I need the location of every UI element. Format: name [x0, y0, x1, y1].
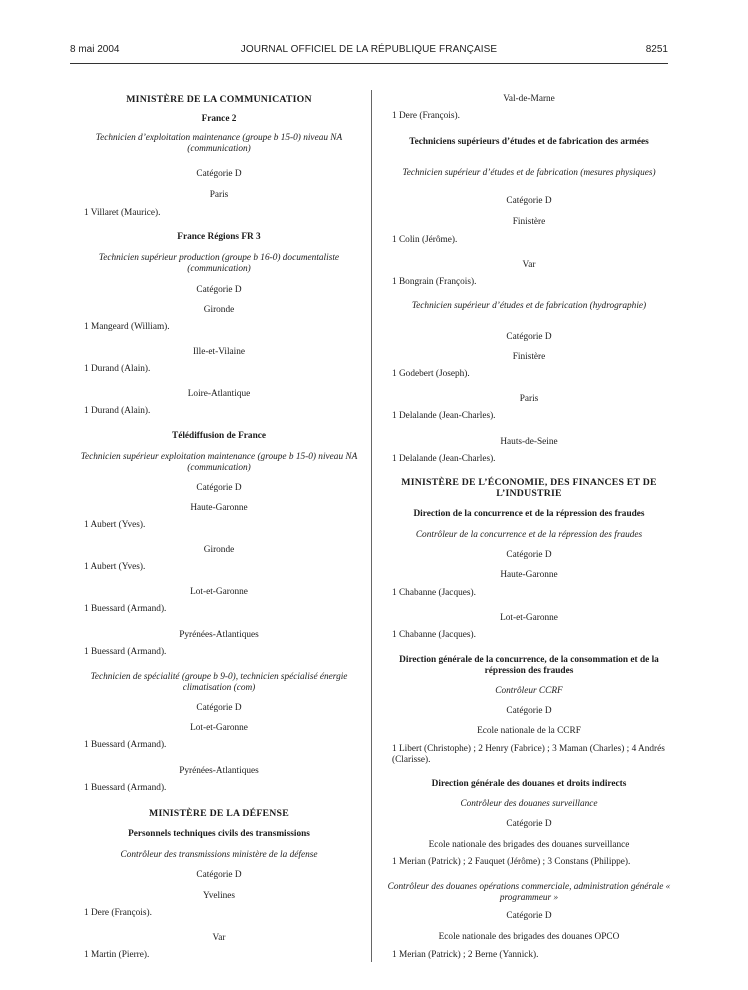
grade-title: Contrôleur CCRF — [495, 686, 563, 696]
location-label: Lot-et-Garonne — [190, 723, 248, 733]
grade-title: Contrôleur des douanes surveillance — [460, 799, 598, 809]
candidate-list: 1 Mangeard (William). — [84, 322, 170, 332]
candidate-list: 1 Chabanne (Jacques). — [392, 630, 476, 640]
candidate-list: 1 Aubert (Yves). — [84, 520, 146, 530]
candidate-list: 1 Buessard (Armand). — [84, 604, 167, 614]
candidate-list: 1 Buessard (Armand). — [84, 647, 167, 657]
page-header — [70, 44, 668, 60]
organization-heading: Direction générale de la concurrence, de la consommation et de la répression des fraudes — [399, 655, 659, 676]
candidate-list: 1 Delalande (Jean-Charles). — [392, 454, 496, 464]
category-label: Catégorie D — [196, 483, 242, 493]
organization-heading: France 2 — [201, 114, 237, 124]
location-label: Gironde — [203, 305, 235, 315]
candidate-list: 1 Chabanne (Jacques). — [392, 588, 476, 598]
candidate-list: 1 Martin (Pierre). — [84, 950, 150, 960]
category-label: Catégorie D — [506, 332, 552, 342]
grade-title: Contrôleur des douanes opérations commerciale, administration générale « programmeur » — [387, 882, 671, 903]
location-label: Gironde — [203, 545, 235, 555]
location-label: Haute-Garonne — [190, 503, 248, 513]
candidate-list: 1 Aubert (Yves). — [84, 562, 146, 572]
grade-title: Technicien supérieur d’études et de fabrication (mesures physiques) — [402, 168, 656, 178]
grade-title: Technicien supérieur d’études et de fabrication (hydrographie) — [411, 301, 647, 311]
candidate-list: 1 Libert (Christophe) ; 2 Henry (Fabrice) ; 3 Maman (Charles) ; 4 Andrés (Clarisse). — [392, 744, 665, 765]
location-label: Paris — [209, 190, 229, 200]
candidate-list: 1 Buessard (Armand). — [84, 740, 167, 750]
location-label: Hauts-de-Seine — [500, 437, 558, 447]
location-label: Ille-et-Vilaine — [192, 347, 246, 357]
location-label: Loire-Atlantique — [187, 389, 251, 399]
candidate-list: 1 Godebert (Joseph). — [392, 369, 470, 379]
category-label: Catégorie D — [506, 819, 552, 829]
candidate-list: 1 Durand (Alain). — [84, 406, 151, 416]
ministry-heading: MINISTÈRE DE LA DÉFENSE — [149, 808, 289, 819]
organization-heading: Personnels techniques civils des transmissions — [128, 829, 310, 839]
grade-title: Technicien supérieur exploitation maintenance (groupe b 15-0) niveau NA (communication) — [80, 452, 358, 473]
candidate-list: 1 Merian (Patrick) ; 2 Fauquet (Jérôme) ; 3 Constans (Philippe). — [392, 857, 631, 867]
journal-title: JOURNAL OFFICIEL DE LA RÉPUBLIQUE FRANÇAISE — [240, 44, 498, 55]
column-divider — [371, 90, 372, 962]
organization-heading: Télédiffusion de France — [172, 431, 266, 441]
grade-title: Contrôleur de la concurrence et de la répression des fraudes — [415, 530, 643, 540]
candidate-list: 1 Delalande (Jean-Charles). — [392, 411, 496, 421]
category-label: Catégorie D — [196, 285, 242, 295]
location-label: Pyrénées-Atlantiques — [179, 630, 259, 640]
category-label: Catégorie D — [506, 911, 552, 921]
location-label: Paris — [519, 394, 539, 404]
ministry-heading: MINISTÈRE DE L’ÉCONOMIE, DES FINANCES ET DE L’INDUSTRIE — [401, 477, 657, 499]
candidate-list: 1 Bongrain (François). — [392, 277, 477, 287]
location-label: Val-de-Marne — [503, 94, 555, 104]
location-label: Lot-et-Garonne — [190, 587, 248, 597]
organization-heading: Direction de la concurrence et de la répression des fraudes — [413, 509, 645, 519]
ministry-heading: MINISTÈRE DE LA COMMUNICATION — [126, 94, 312, 105]
candidate-list: 1 Merian (Patrick) ; 2 Berne (Yannick). — [392, 950, 539, 960]
organization-heading: France Régions FR 3 — [177, 232, 261, 242]
grade-title: Technicien supérieur production (groupe b 16-0) documentaliste (communication) — [98, 253, 340, 274]
location-label: Ecole nationale de la CCRF — [477, 726, 581, 736]
category-label: Catégorie D — [506, 550, 552, 560]
category-label: Catégorie D — [506, 196, 552, 206]
category-label: Catégorie D — [506, 706, 552, 716]
location-label: Haute-Garonne — [500, 570, 558, 580]
location-label: Var — [522, 260, 536, 270]
organization-heading: Direction générale des douanes et droits indirects — [431, 779, 627, 789]
organization-heading: Techniciens supérieurs d’études et de fabrication des armées — [409, 137, 649, 147]
location-label: Finistère — [512, 217, 546, 227]
candidate-list: 1 Dere (François). — [84, 908, 152, 918]
category-label: Catégorie D — [196, 703, 242, 713]
header-rule — [70, 63, 668, 64]
location-label: Pyrénées-Atlantiques — [179, 766, 259, 776]
location-label: Yvelines — [202, 891, 236, 901]
candidate-list: 1 Dere (François). — [392, 111, 460, 121]
page-number: 8251 — [645, 44, 668, 55]
location-label: Var — [212, 933, 226, 943]
candidate-list: 1 Durand (Alain). — [84, 364, 151, 374]
candidate-list: 1 Colin (Jérôme). — [392, 235, 458, 245]
header-date: 8 mai 2004 — [70, 44, 120, 55]
category-label: Catégorie D — [196, 870, 242, 880]
location-label: Finistère — [512, 352, 546, 362]
location-label: Ecole nationale des brigades des douanes OPCO — [438, 932, 620, 942]
grade-title: Technicien de spécialité (groupe b 9-0), technicien spécialisé énergie climatisation (com) — [90, 672, 348, 693]
candidate-list: 1 Villaret (Maurice). — [84, 208, 161, 218]
grade-title: Technicien d’exploitation maintenance (groupe b 15-0) niveau NA (communication) — [95, 133, 343, 154]
candidate-list: 1 Buessard (Armand). — [84, 783, 167, 793]
category-label: Catégorie D — [196, 169, 242, 179]
location-label: Ecole nationale des brigades des douanes surveillance — [428, 840, 630, 850]
location-label: Lot-et-Garonne — [500, 613, 558, 623]
grade-title: Contrôleur des transmissions ministère de la défense — [120, 850, 318, 860]
